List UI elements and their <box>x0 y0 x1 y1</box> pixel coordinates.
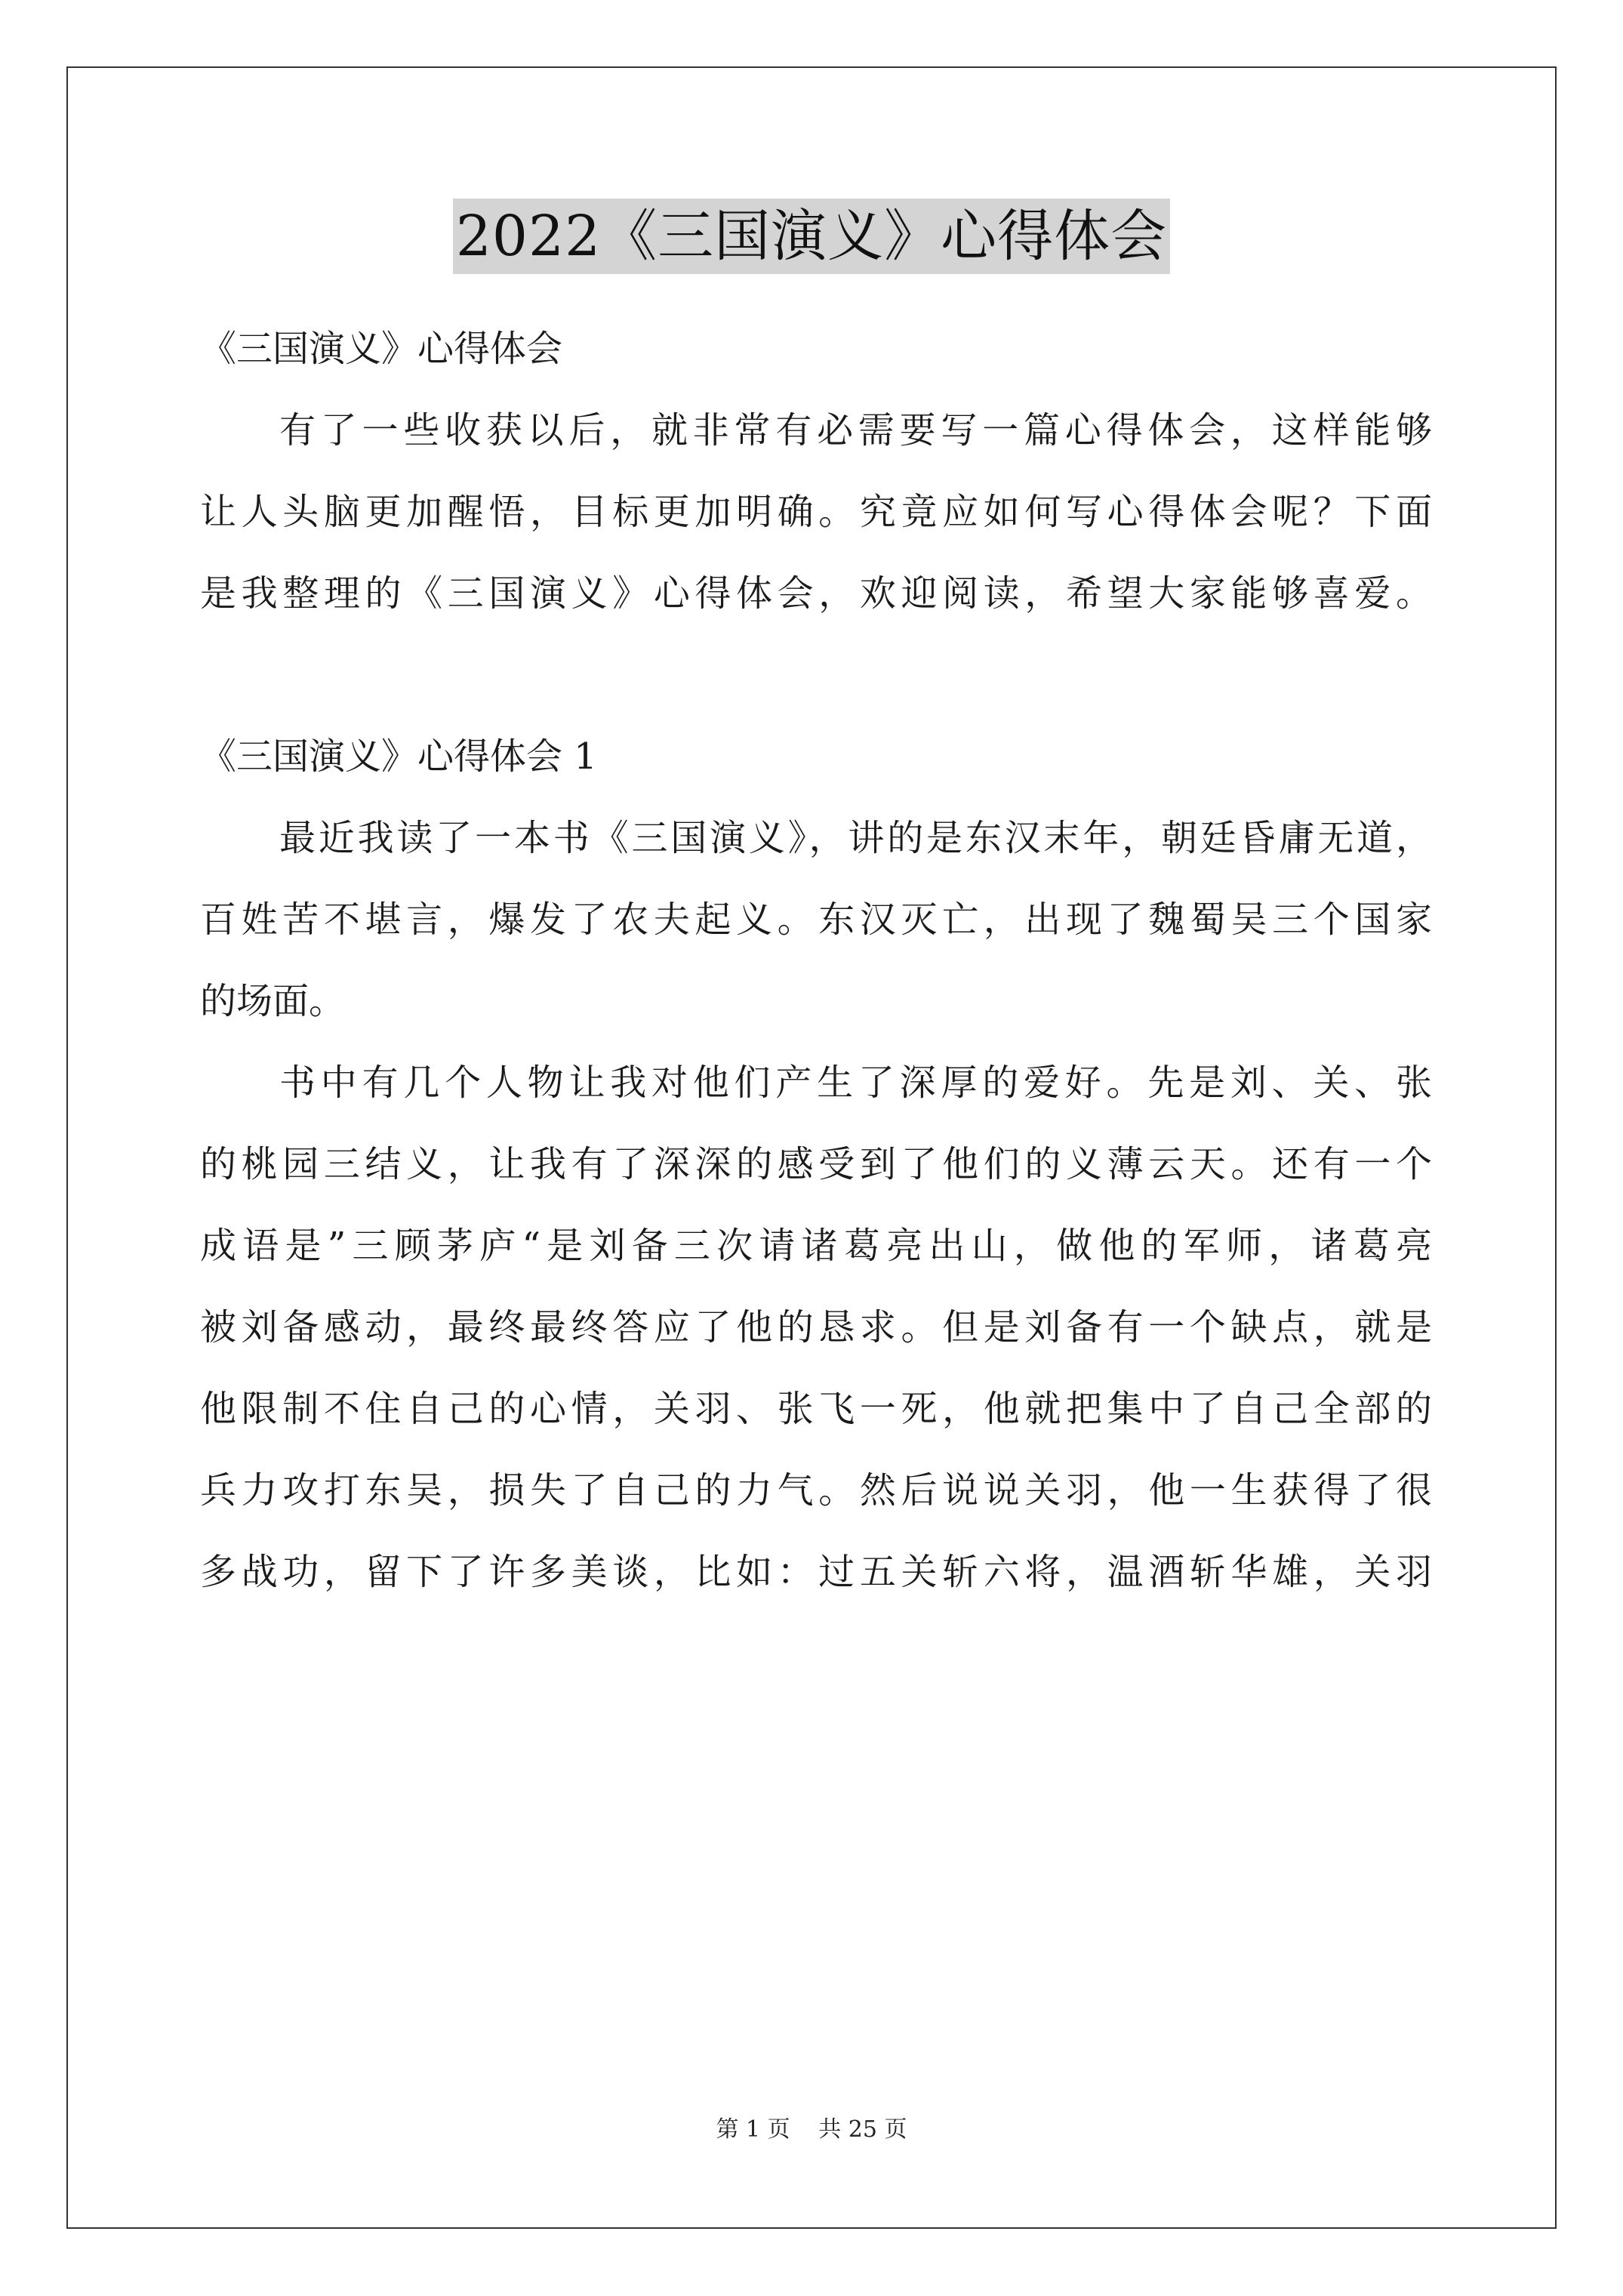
page-number: 第 1 页 <box>716 2116 790 2143</box>
paragraph-line: 他限制不住自己的心情，关羽、张飞一死，他就把集中了自己全部的 <box>200 1388 1432 1430</box>
spacer <box>200 634 1432 716</box>
paragraph-line: 兵力攻打东吴，损失了自己的力气。然后说说关羽，他一生获得了很 <box>200 1469 1432 1512</box>
paragraph-line: 百姓苦不堪言，爆发了农夫起义。东汉灭亡，出现了魏蜀吴三个国家 <box>200 898 1432 941</box>
title-container <box>0 199 1623 274</box>
paragraph-line: 多战功，留下了许多美谈，比如：过五关斩六将，温酒斩华雄，关羽 <box>200 1551 1432 1593</box>
section-heading: 《三国演义》心得体会 <box>200 328 563 370</box>
paragraph-line: 的场面。 <box>200 980 346 1022</box>
document-title: 2022《三国演义》心得体会 <box>453 199 1170 274</box>
paragraph-line: 被刘备感动，最终最终答应了他的恳求。但是刘备有一个缺点，就是 <box>200 1306 1432 1348</box>
paragraph-line: 的桃园三结义，让我有了深深的感受到了他们的义薄云天。还有一个 <box>200 1143 1432 1185</box>
page-footer <box>0 2110 1623 2143</box>
paragraph-line: 是我整理的《三国演义》心得体会，欢迎阅读，希望大家能够喜爱。 <box>200 572 1432 615</box>
document-body <box>200 308 1432 1613</box>
paragraph-line: 有了一些收获以后，就非常有必需要写一篇心得体会，这样能够 <box>279 409 1432 451</box>
paragraph-line: 最近我读了一本书《三国演义》，讲的是东汉末年，朝廷昏庸无道， <box>279 817 1432 859</box>
paragraph-line: 成语是”三顾茅庐“是刘备三次请诸葛亮出山，做他的军师，诸葛亮 <box>200 1225 1432 1267</box>
section-heading: 《三国演义》心得体会 1 <box>200 735 597 778</box>
paragraph-line: 让人头脑更加醒悟，目标更加明确。究竟应如何写心得体会呢？下面 <box>200 491 1432 533</box>
paragraph-line: 书中有几个人物让我对他们产生了深厚的爱好。先是刘、关、张 <box>279 1062 1432 1104</box>
page-total: 共 25 页 <box>818 2116 907 2143</box>
